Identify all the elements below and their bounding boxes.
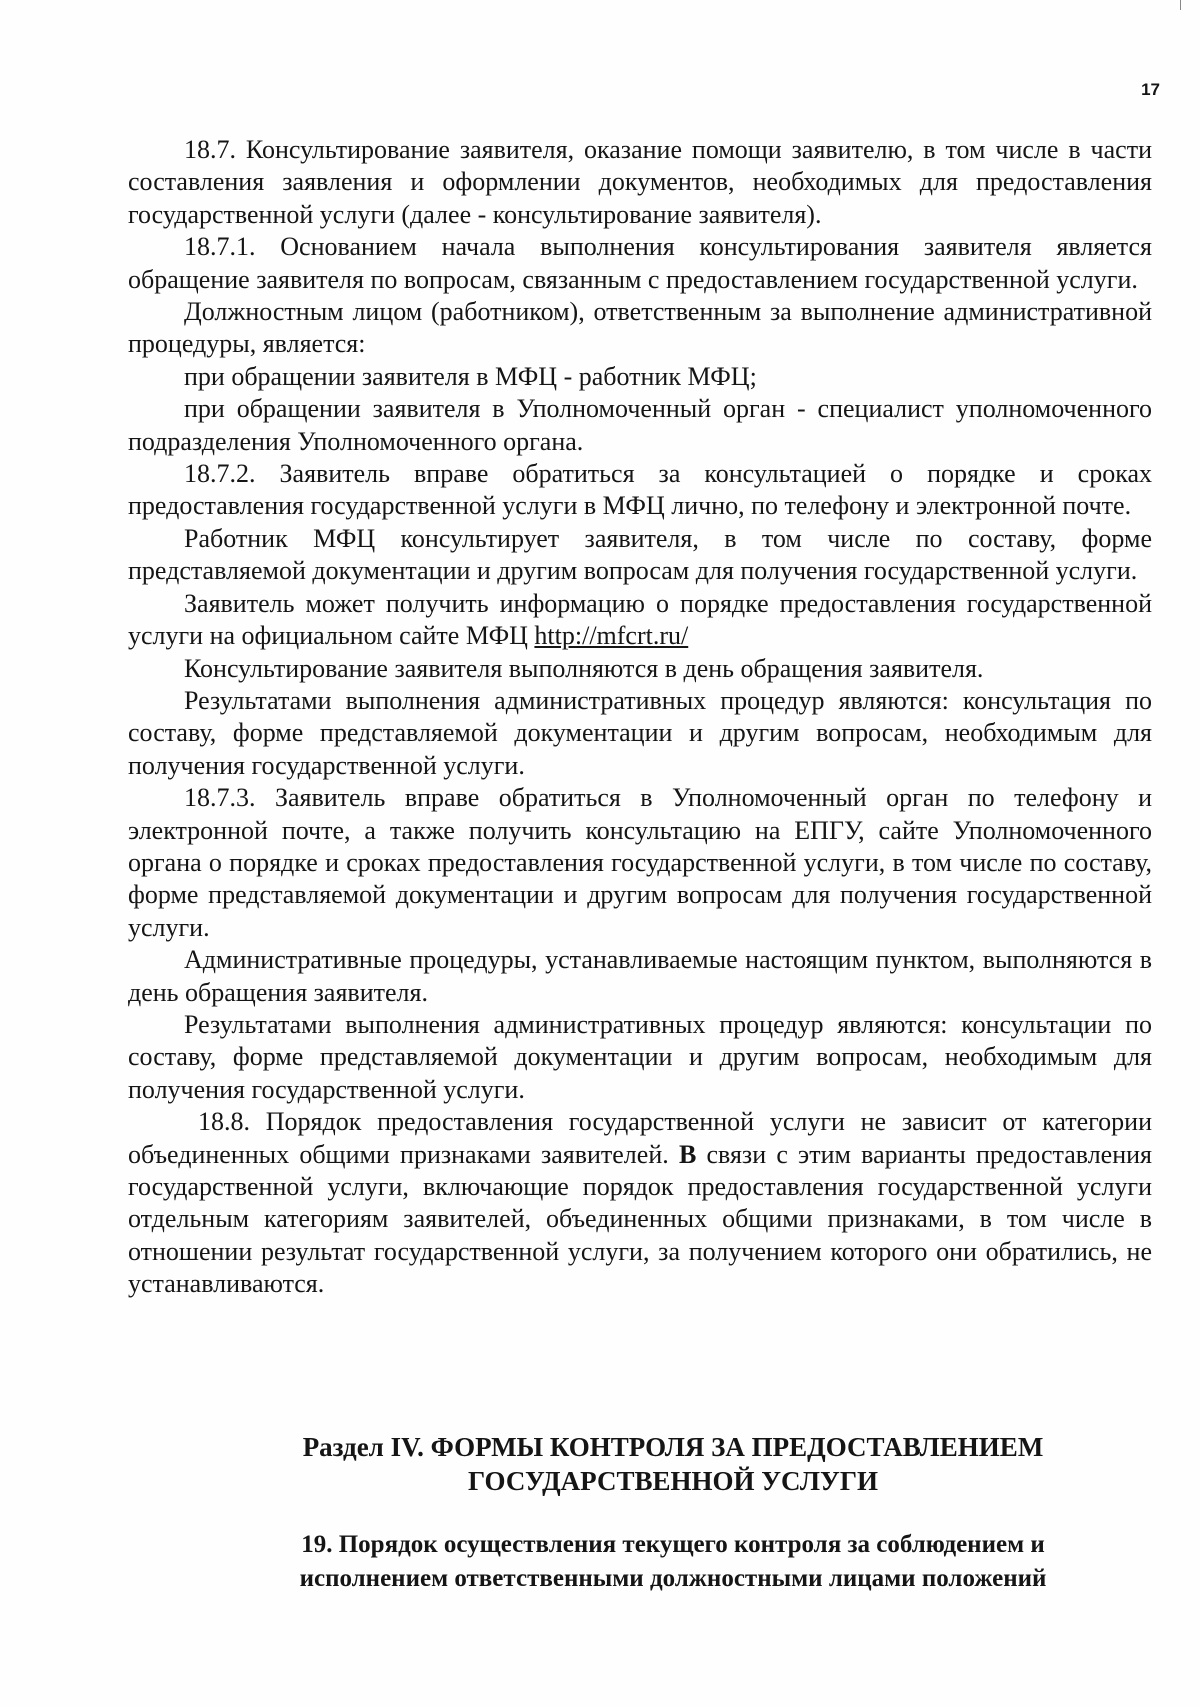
document-body <box>128 134 1152 1301</box>
paragraph-18-8-start: 18.8. Порядок предоставления государственной услуги не зависит от категории объединенных общими признаками заявителей. <box>128 1107 1152 1169</box>
paragraph-results-consultations: Результатами выполнения административных процедур являются: консультации по составу, форме представляемой документации и другим вопросам, необходимым для получения государственной услуги. <box>128 1009 1152 1104</box>
mfc-website-link[interactable]: http://mfcrt.ru/ <box>534 621 689 651</box>
paragraph-mfc-consults: Работник МФЦ консультирует заявителя, в том числе по составу, форме представляемой документации и другим вопросам для получения государственной услуги. <box>128 523 1152 586</box>
paragraph-18-8-end: связи с этим варианты предоставления государственной услуги, включающие порядок предоставления государственной услуги отдельным категориям заявителей, объединенных общими признаками, в том числе в отношении результат государственной услуги, за получением которого они обратились, не устанавливаются. <box>128 1139 1153 1299</box>
paragraph-18-7-1: 18.7.1. Основанием начала выполнения консультирования заявителя является обращение заявителя по вопросам, связанным с предоставлением государственной услуги. <box>128 232 1152 294</box>
paragraph-18-7: 18.7. Консультирование заявителя, оказание помощи заявителю, в том числе в части составления заявления и оформлении документов, необходимых для предоставления государственной услуги (далее - консультирование заявителя). <box>128 135 1152 229</box>
paragraph-results-consultation: Результатами выполнения административных процедур являются: консультация по составу, форме представляемой документации и другим вопросам, необходимым для получения государственной услуги. <box>128 685 1152 780</box>
paragraph-mfc-website <box>128 588 1152 653</box>
paragraph-procedures-same-day: Административные процедуры, устанавливаемые настоящим пунктом, выполняются в день обращения заявителя. <box>128 945 1152 1007</box>
subsection-heading-line-2: исполнением ответственными должностными лицами положений <box>299 1565 1047 1592</box>
section-heading <box>128 1430 1200 1498</box>
paragraph-18-7-3: 18.7.3. Заявитель вправе обратиться в Уполномоченный орган по телефону и электронной почте, а также получить консультацию на ЕПГУ, сайте Уполномоченного органа о порядке и сроках предоставления государственной услуги, в том числе по составу, форме представляемой документации и другим вопросам для получения государственной услуги. <box>128 783 1152 942</box>
page-number: 17 <box>1141 80 1160 99</box>
section-heading-line-1: Раздел IV. ФОРМЫ КОНТРОЛЯ ЗА ПРЕДОСТАВЛЕНИЕМ <box>302 1432 1044 1462</box>
paragraph-responsible-official: Должностным лицом (работником), ответственным за выполнение административной процедуры, является: <box>128 297 1152 359</box>
paragraph-18-7-2: 18.7.2. Заявитель вправе обратиться за консультацией о порядке и сроках предоставления государственной услуги в МФЦ лично, по телефону и электронной почте. <box>128 459 1152 521</box>
bold-letter: В <box>678 1139 697 1169</box>
website-text: Заявитель может получить информацию о порядке предоставления государственной услуги на официальном сайте МФЦ <box>128 588 1152 651</box>
section-heading-line-2: ГОСУДАРСТВЕННОЙ УСЛУГИ <box>468 1466 878 1496</box>
paragraph-authorized-body-specialist: при обращении заявителя в Уполномоченный орган - специалист уполномоченного подразделения Уполномоченного органа. <box>128 394 1152 456</box>
paragraph-same-day-consultation: Консультирование заявителя выполняются в день обращения заявителя. <box>184 653 984 683</box>
scan-tick-mark <box>1180 0 1181 10</box>
paragraph-mfc-worker: при обращении заявителя в МФЦ - работник МФЦ; <box>184 361 757 391</box>
subsection-heading <box>128 1528 1200 1596</box>
paragraph-18-8 <box>128 1106 1152 1300</box>
subsection-heading-line-1: 19. Порядок осуществления текущего контроля за соблюдением и <box>301 1531 1045 1558</box>
